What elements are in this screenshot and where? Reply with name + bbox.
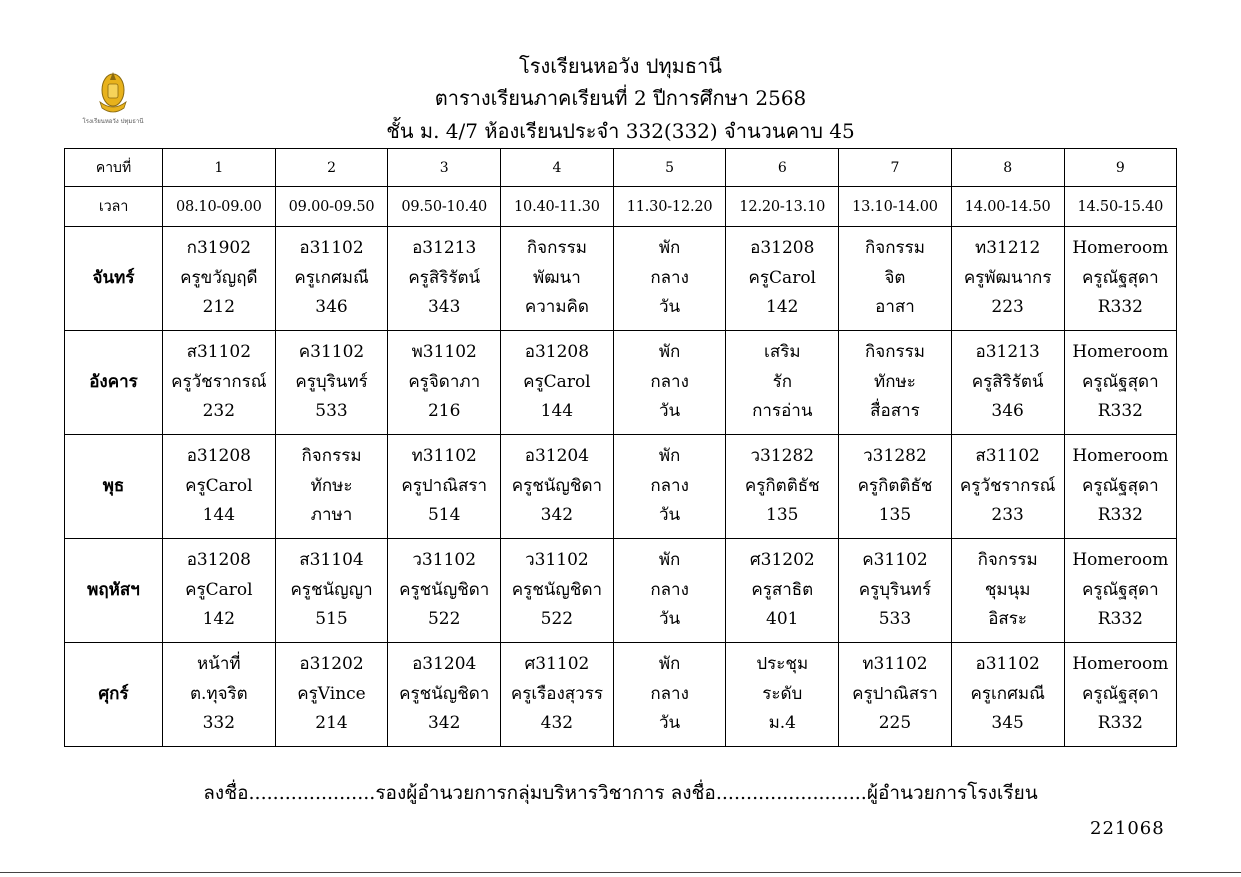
class-cell <box>388 331 501 435</box>
class-cell <box>839 227 952 331</box>
timetable <box>64 148 1177 747</box>
class-cell-line: ครูวัชรากรณ์ <box>959 475 1056 496</box>
class-cell-line: พัก <box>658 654 681 675</box>
class-cell-line: อ31202 <box>299 654 364 675</box>
class-cell-line: ครูชนัญชิดา <box>511 579 603 600</box>
class-cell-line: ครูณัฐสุดา <box>1082 683 1159 704</box>
period-number-row <box>65 149 1177 187</box>
class-cell-line: 135 <box>766 505 799 526</box>
class-cell-line: R332 <box>1097 713 1143 734</box>
class-cell-line: ครูจิดาภา <box>408 371 481 392</box>
class-cell-line: 233 <box>991 505 1024 526</box>
class-info: ชั้น ม. 4/7 ห้องเรียนประจำ 332(332) จำนวนคาบ 45 <box>386 119 855 143</box>
day-row <box>65 643 1177 747</box>
class-cell <box>1064 435 1177 539</box>
class-cell-line: ครูขวัญฤดี <box>180 267 258 288</box>
class-cell-line: กิจกรรม <box>977 550 1038 571</box>
time-cell: 11.30-12.20 <box>613 187 726 227</box>
class-cell-line: 342 <box>427 713 461 734</box>
class-cell-line: ชุมนุม <box>984 579 1031 600</box>
class-cell-line: ครูสิริรัตน์ <box>971 371 1044 392</box>
class-cell-line: พัฒนา <box>533 267 581 288</box>
time-row <box>65 187 1177 227</box>
class-cell <box>726 331 839 435</box>
class-cell-line: ครูปาณิสรา <box>852 683 938 704</box>
class-cell <box>163 539 276 643</box>
class-cell-line: ค31102 <box>298 342 365 363</box>
class-cell-line: ครูเรืองสุวรร <box>510 683 603 704</box>
class-cell-line: 342 <box>540 505 574 526</box>
class-cell-line: อ31208 <box>186 550 251 571</box>
class-cell <box>275 227 388 331</box>
period-cell: 4 <box>501 149 614 187</box>
class-cell-line: ม.4 <box>768 713 796 734</box>
class-cell-line: 522 <box>427 609 461 630</box>
class-cell-line: Homeroom <box>1072 342 1169 363</box>
class-cell-line: ครูCarol <box>748 267 816 288</box>
day-row <box>65 331 1177 435</box>
class-cell-line: R332 <box>1097 609 1143 630</box>
class-cell-line: ครูCarol <box>185 579 253 600</box>
class-cell-line: Homeroom <box>1072 550 1169 571</box>
class-cell-line: อ31213 <box>412 238 477 259</box>
period-header-cell: คาบที่ <box>65 149 163 187</box>
period-cell: 7 <box>839 149 952 187</box>
class-cell-line: พัก <box>658 342 681 363</box>
time-header-cell: เวลา <box>65 187 163 227</box>
class-cell-line: กลาง <box>650 371 689 392</box>
class-cell-line: 214 <box>315 713 348 734</box>
class-cell <box>726 539 839 643</box>
time-cell: 08.10-09.00 <box>163 187 276 227</box>
class-cell-line: ประชุม <box>756 654 809 675</box>
class-cell <box>501 539 614 643</box>
class-cell <box>275 435 388 539</box>
day-name-cell: อังคาร <box>65 331 163 435</box>
class-cell-line: Homeroom <box>1072 654 1169 675</box>
class-cell-line: ความคิด <box>524 297 589 318</box>
class-cell-line: ก31902 <box>186 238 252 259</box>
class-cell-line: 212 <box>202 297 236 318</box>
class-cell-line: ครูณัฐสุดา <box>1082 371 1159 392</box>
class-cell-line: 346 <box>991 401 1024 422</box>
class-cell-line: การอ่าน <box>752 401 813 422</box>
class-cell-line: กลาง <box>650 267 689 288</box>
class-cell-line: R332 <box>1097 401 1143 422</box>
class-cell-line: 533 <box>878 609 912 630</box>
day-name-cell: จันทร์ <box>65 227 163 331</box>
class-cell <box>951 539 1064 643</box>
class-cell-line: ส31104 <box>299 550 364 571</box>
class-cell <box>839 435 952 539</box>
class-cell <box>726 435 839 539</box>
class-cell-line: ทักษะ <box>310 475 353 496</box>
class-cell <box>388 227 501 331</box>
class-cell-line: 346 <box>315 297 348 318</box>
class-cell-line: R332 <box>1097 505 1143 526</box>
page-divider <box>0 872 1241 873</box>
document-code: 221068 <box>1090 818 1165 839</box>
class-cell-line: ครูชนัญชิดา <box>399 683 490 704</box>
class-cell-line: ว31282 <box>750 446 815 467</box>
class-cell-line: อ31208 <box>750 238 815 259</box>
class-cell <box>839 643 952 747</box>
class-cell-line: 232 <box>202 401 236 422</box>
class-cell-line: วัน <box>659 609 681 630</box>
class-cell-line: ครูกิตติธัช <box>857 475 933 496</box>
class-cell-line: ภาษา <box>310 505 353 526</box>
class-cell-line: 515 <box>315 609 348 630</box>
class-cell-line: ท31102 <box>411 446 477 467</box>
class-cell-line: ครูชนัญชิดา <box>511 475 603 496</box>
class-cell <box>613 331 726 435</box>
class-cell <box>951 643 1064 747</box>
day-name-cell: พฤหัสฯ <box>65 539 163 643</box>
class-cell <box>726 227 839 331</box>
class-cell-line: ต.ทุจริต <box>189 683 248 704</box>
class-cell-line: อ31102 <box>975 654 1040 675</box>
time-cell: 13.10-14.00 <box>839 187 952 227</box>
class-cell <box>839 331 952 435</box>
class-cell <box>1064 643 1177 747</box>
class-cell-line: ทักษะ <box>874 371 916 392</box>
class-cell-line: ว31282 <box>863 446 927 467</box>
class-cell-line: วัน <box>659 505 681 526</box>
class-cell-line: 514 <box>427 505 461 526</box>
time-cell: 09.00-09.50 <box>275 187 388 227</box>
class-cell-line: อ31204 <box>524 446 590 467</box>
period-cell: 1 <box>163 149 276 187</box>
class-cell <box>275 643 388 747</box>
day-name-cell: พุธ <box>65 435 163 539</box>
class-cell-line: กิจกรรม <box>526 238 587 259</box>
class-cell-line: ครูณัฐสุดา <box>1082 267 1159 288</box>
class-cell-line: อ31208 <box>524 342 590 363</box>
class-cell-line: 401 <box>766 609 799 630</box>
class-cell-line: 345 <box>991 713 1024 734</box>
class-cell <box>163 435 276 539</box>
class-cell-line: 144 <box>540 401 574 422</box>
class-cell <box>951 227 1064 331</box>
class-cell-line: 432 <box>540 713 574 734</box>
class-cell-line: 332 <box>202 713 236 734</box>
class-cell <box>1064 331 1177 435</box>
class-cell-line: ครูกิตติธัช <box>744 475 820 496</box>
class-cell-line: ส31102 <box>186 342 252 363</box>
class-cell-line: จิต <box>884 267 906 288</box>
class-cell-line: ว31102 <box>412 550 477 571</box>
crest-caption: โรงเรียนหอวัง ปทุมธานี <box>82 118 144 125</box>
class-cell-line: กลาง <box>650 475 689 496</box>
period-cell: 3 <box>388 149 501 187</box>
class-cell-line: 522 <box>540 609 574 630</box>
class-cell-line: 142 <box>202 609 236 630</box>
time-cell: 09.50-10.40 <box>388 187 501 227</box>
class-cell-line: 225 <box>878 713 912 734</box>
class-cell-line: กิจกรรม <box>864 238 925 259</box>
class-cell <box>613 227 726 331</box>
class-cell-line: ครูพัฒนากร <box>963 267 1052 288</box>
class-cell-line: 135 <box>878 505 912 526</box>
class-cell <box>501 227 614 331</box>
class-cell-line: ครูCarol <box>523 371 591 392</box>
class-cell <box>501 331 614 435</box>
period-cell: 9 <box>1064 149 1177 187</box>
class-cell <box>163 331 276 435</box>
class-cell-line: 142 <box>766 297 799 318</box>
class-cell-line: ค31102 <box>862 550 928 571</box>
class-cell-line: ครูCarol <box>185 475 253 496</box>
class-cell-line: ส31102 <box>975 446 1040 467</box>
class-cell <box>613 435 726 539</box>
class-cell-line: ครูเกศมณี <box>294 267 369 288</box>
class-cell-line: ครูปาณิสรา <box>401 475 488 496</box>
class-cell <box>726 643 839 747</box>
schedule-title: ตารางเรียนภาคเรียนที่ 2 ปีการศึกษา 2568 <box>434 86 807 110</box>
class-cell-line: ระดับ <box>762 683 803 704</box>
school-name: โรงเรียนหอวัง ปทุมธานี <box>519 54 722 78</box>
class-cell-line: กิจกรรม <box>864 342 925 363</box>
signature-line: ลงชื่อ.....................รองผู้อำนวยการกลุ่มบริหารวิชาการ ลงชื่อ.........................ผู้อำนวยการโรงเรียน <box>203 782 1038 804</box>
time-cell: 12.20-13.10 <box>726 187 839 227</box>
class-cell-line: อาสา <box>875 297 915 318</box>
class-cell-line: เสริม <box>764 342 801 363</box>
class-cell <box>388 643 501 747</box>
class-cell <box>275 539 388 643</box>
class-cell-line: วัน <box>659 297 681 318</box>
day-row <box>65 227 1177 331</box>
class-cell-line: อ31102 <box>299 238 364 259</box>
class-cell-line: ท31212 <box>975 238 1041 259</box>
class-cell <box>163 227 276 331</box>
class-cell <box>501 435 614 539</box>
period-cell: 2 <box>275 149 388 187</box>
class-cell-line: ครูวัชรากรณ์ <box>171 371 267 392</box>
day-row <box>65 539 1177 643</box>
class-cell <box>275 331 388 435</box>
class-cell-line: รัก <box>772 371 792 392</box>
class-cell <box>163 643 276 747</box>
class-cell-line: กิจกรรม <box>301 446 362 467</box>
time-cell: 14.00-14.50 <box>951 187 1064 227</box>
class-cell <box>839 539 952 643</box>
class-cell-line: Homeroom <box>1072 446 1169 467</box>
class-cell-line: กลาง <box>650 579 689 600</box>
class-cell-line: พ31102 <box>411 342 477 363</box>
class-cell-line: ครูสิริรัตน์ <box>408 267 481 288</box>
class-cell-line: อ31213 <box>975 342 1040 363</box>
class-cell-line: พัก <box>658 238 681 259</box>
period-cell: 6 <box>726 149 839 187</box>
class-cell <box>1064 539 1177 643</box>
class-cell-line: พัก <box>658 446 681 467</box>
class-cell <box>613 539 726 643</box>
class-cell-line: อิสระ <box>988 609 1028 630</box>
day-name-cell: ศุกร์ <box>65 643 163 747</box>
class-cell-line: ครูVince <box>297 683 366 704</box>
class-cell-line: ครูณัฐสุดา <box>1082 475 1159 496</box>
class-cell-line: ครูเกศมณี <box>970 683 1045 704</box>
class-cell <box>501 643 614 747</box>
period-cell: 5 <box>613 149 726 187</box>
class-cell-line: Homeroom <box>1072 238 1169 259</box>
class-cell-line: 223 <box>991 297 1024 318</box>
class-cell-line: อ31204 <box>412 654 477 675</box>
class-cell-line: อ31208 <box>186 446 251 467</box>
class-cell-line: สื่อสาร <box>870 401 920 422</box>
time-cell: 14.50-15.40 <box>1064 187 1177 227</box>
class-cell-line: วัน <box>659 713 681 734</box>
class-cell-line: ครูชนัญญา <box>290 579 373 600</box>
class-cell-line: 216 <box>427 401 461 422</box>
day-row <box>65 435 1177 539</box>
class-cell-line: ครูบุรินทร์ <box>858 579 932 600</box>
class-cell-line: ครูณัฐสุดา <box>1082 579 1159 600</box>
class-cell <box>613 643 726 747</box>
class-cell-line: พัก <box>658 550 681 571</box>
class-cell-line: 144 <box>202 505 236 526</box>
class-cell <box>951 331 1064 435</box>
class-cell-line: R332 <box>1097 297 1143 318</box>
class-cell-line: ครูสาธิต <box>751 579 814 600</box>
class-cell-line: ครูชนัญชิดา <box>399 579 490 600</box>
class-cell <box>388 539 501 643</box>
class-cell-line: วัน <box>659 401 681 422</box>
class-cell <box>951 435 1064 539</box>
class-cell-line: กลาง <box>650 683 689 704</box>
class-cell-line: ว31102 <box>525 550 589 571</box>
class-cell-line: ศ31102 <box>524 654 590 675</box>
class-cell-line: ท31102 <box>862 654 928 675</box>
class-cell-line: ศ31202 <box>749 550 815 571</box>
class-cell-line: 343 <box>427 297 461 318</box>
period-cell: 8 <box>951 149 1064 187</box>
time-cell: 10.40-11.30 <box>501 187 614 227</box>
class-cell-line: หน้าที่ <box>197 654 241 675</box>
class-cell <box>388 435 501 539</box>
class-cell-line: ครูบุรินทร์ <box>295 371 368 392</box>
class-cell <box>1064 227 1177 331</box>
class-cell-line: 533 <box>315 401 348 422</box>
